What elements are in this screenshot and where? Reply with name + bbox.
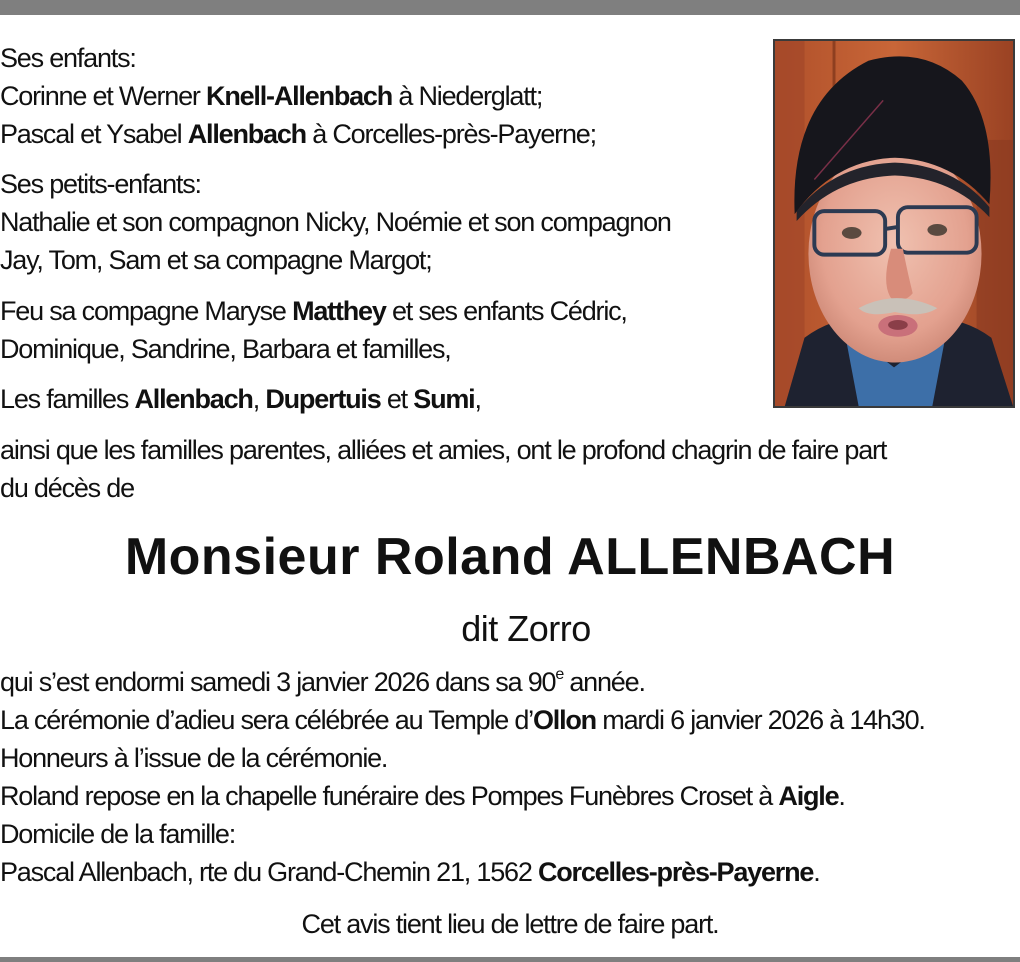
honours-line: Honneurs à l’issue de la cérémonie. xyxy=(0,743,388,773)
child-line-1: Corinne et Werner Knell-Allenbach à Niederglatt; xyxy=(0,81,543,111)
closing-note: Cet avis tient lieu de lettre de faire part. xyxy=(301,909,719,939)
deceased-nickname: dit Zorro xyxy=(461,608,591,649)
rest-line: Roland repose en la chapelle funéraire des Pompes Funèbres Croset à Aigle. xyxy=(0,781,845,811)
announcement-line-2: du décès de xyxy=(0,473,134,503)
grandchildren-line-2: Jay, Tom, Sam et sa compagne Margot; xyxy=(0,245,432,275)
grandchildren-heading: Ses petits-enfants: xyxy=(0,169,201,199)
portrait-photo xyxy=(773,39,1015,408)
grandchildren-line-1: Nathalie et son compagnon Nicky, Noémie et son compagnon xyxy=(0,207,671,237)
death-line: qui s’est endormi samedi 3 janvier 2026 dans sa 90e année. xyxy=(0,666,645,697)
announcement-section xyxy=(0,431,886,507)
partner-line-2: Dominique, Sandrine, Barbara et familles, xyxy=(0,334,451,364)
announcement-line-1: ainsi que les familles parentes, alliées et amies, ont le profond chagrin de faire part xyxy=(0,435,887,465)
partner-line-1: Feu sa compagne Maryse Matthey et ses enfants Cédric, xyxy=(0,296,627,326)
home-heading: Domicile de la famille: xyxy=(0,819,235,849)
bottom-rule xyxy=(0,957,1020,962)
home-line: Pascal Allenbach, rte du Grand-Chemin 21, 1562 Corcelles-près-Payerne. xyxy=(0,857,820,887)
partner-section xyxy=(0,292,627,368)
children-section xyxy=(0,39,596,153)
families-line: Les familles Allenbach, Dupertuis et Sumi, xyxy=(0,384,481,414)
child-line-2: Pascal et Ysabel Allenbach à Corcelles-près-Payerne; xyxy=(0,119,596,149)
families-section xyxy=(0,380,481,418)
top-rule xyxy=(0,0,1020,15)
grandchildren-section xyxy=(0,165,671,279)
ceremony-line: La cérémonie d’adieu sera célébrée au Temple d’Ollon mardi 6 janvier 2026 à 14h30. xyxy=(0,705,925,735)
deceased-name: Monsieur Roland ALLENBACH xyxy=(124,528,896,586)
details-section xyxy=(0,663,925,891)
children-heading: Ses enfants: xyxy=(0,43,136,73)
